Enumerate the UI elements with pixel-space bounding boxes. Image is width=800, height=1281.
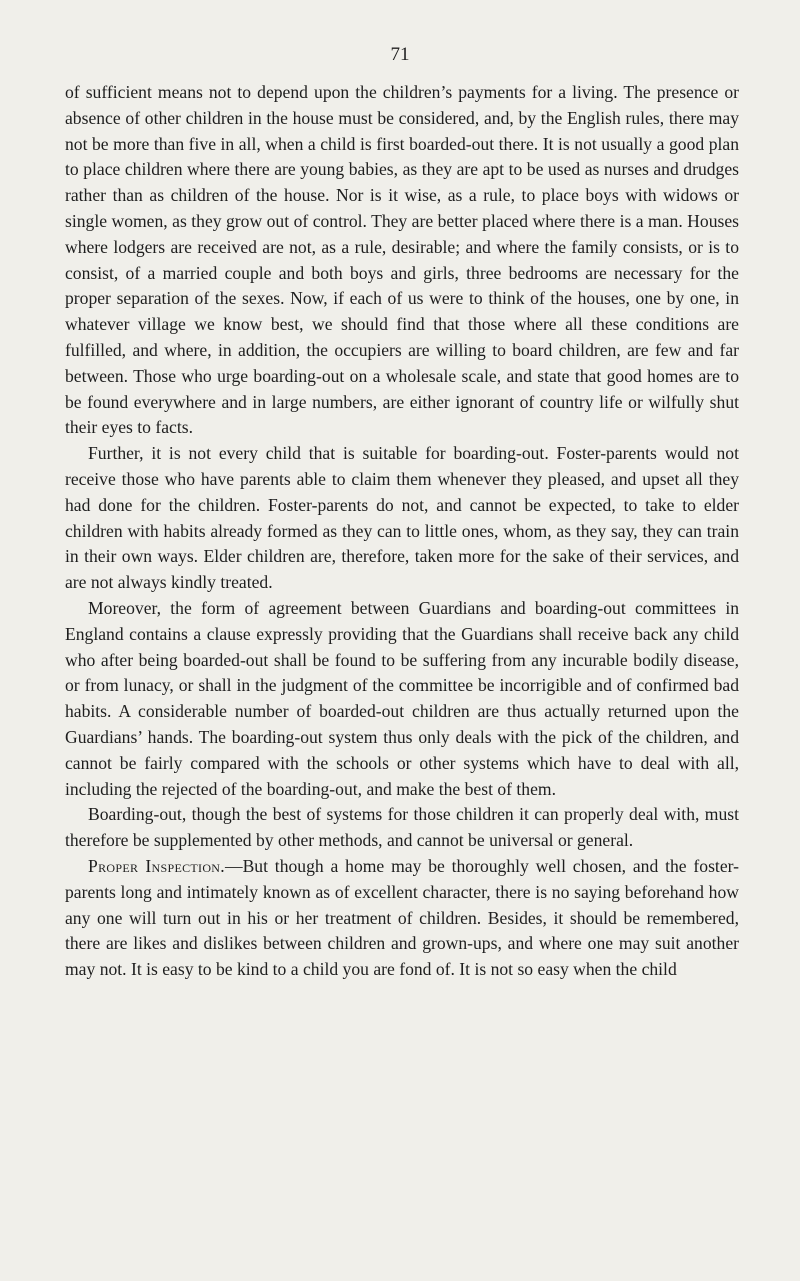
- body-text: [65, 80, 739, 983]
- paragraph-5-text: —But though a home may be thoroughly well chosen, and the foster-parents long and intimately known as of excellent character, there is no saying beforehand how any one will turn out in his or her treatment of children. Besides, it should be remembered, there are likes and dislikes between children and grown-ups, and where one may suit another may not. It is easy to be kind to a child you are fond of. It is not so easy when the child: [65, 855, 739, 980]
- paragraph-3: Moreover, the form of agreement between Guardians and boarding-out committees in England contains a clause expressly providing that the Guardians shall receive back any child who after being boarded-out shall be found to be suffering from any incurable bodily disease, or from lunacy, or shall in the judgment of the committee be incorrigible and of confirmed bad habits. A considerable number of boarded-out children are thus actually returned upon the Guardians’ hands. The boarding-out system thus only deals with the pick of the children, and cannot be fairly compared with the schools or other systems which have to deal with all, including the rejected of the boarding-out, and make the best of them.: [65, 597, 739, 799]
- page-number: 71: [390, 44, 410, 65]
- paragraph-1: of sufficient means not to depend upon the children’s payments for a living. The presence or absence of other children in the house must be considered, and, by the English rules, there may not be more than five in all, when a child is first boarded-out there. It is not usually a good plan to place children where there are young babies, as they are apt to be used as nurses and drudges rather than as children of the house. Nor is it wise, as a rule, to place boys with widows or single women, as they grow out of control. They are better placed where there is a man. Houses where lodgers are received are not, as a rule, desirable; and where the family consists, or is to consist, of a married couple and both boys and girls, three bedrooms are necessary for the proper separation of the sexes. Now, if each of us were to think of the houses, one by one, in whatever village we know best, we should find that those where all these conditions are fulfilled, and where, in addition, the occupiers are willing to board children, are few and far between. Those who urge boarding-out on a wholesale scale, and state that good homes are to be found everywhere and in large numbers, are either ignorant of country life or wilfully shut their eyes to facts.: [65, 82, 739, 438]
- section-heading: Proper Inspection.: [88, 855, 225, 876]
- paragraph-4: Boarding-out, though the best of systems for those children it can properly deal with, must therefore be supplemented by other methods, and cannot be universal or general.: [65, 804, 739, 851]
- paragraph-5: [65, 854, 739, 983]
- paragraph-2: Further, it is not every child that is suitable for boarding-out. Foster-parents would not receive those who have parents able to claim them whenever they pleased, and upset all they had done for the children. Foster-parents do not, and cannot be expected, to take to elder children with habits already formed as they can to little ones, whom, as they say, they can train in their own ways. Elder children are, therefore, taken more for the sake of their services, and are not always kindly treated.: [65, 443, 739, 593]
